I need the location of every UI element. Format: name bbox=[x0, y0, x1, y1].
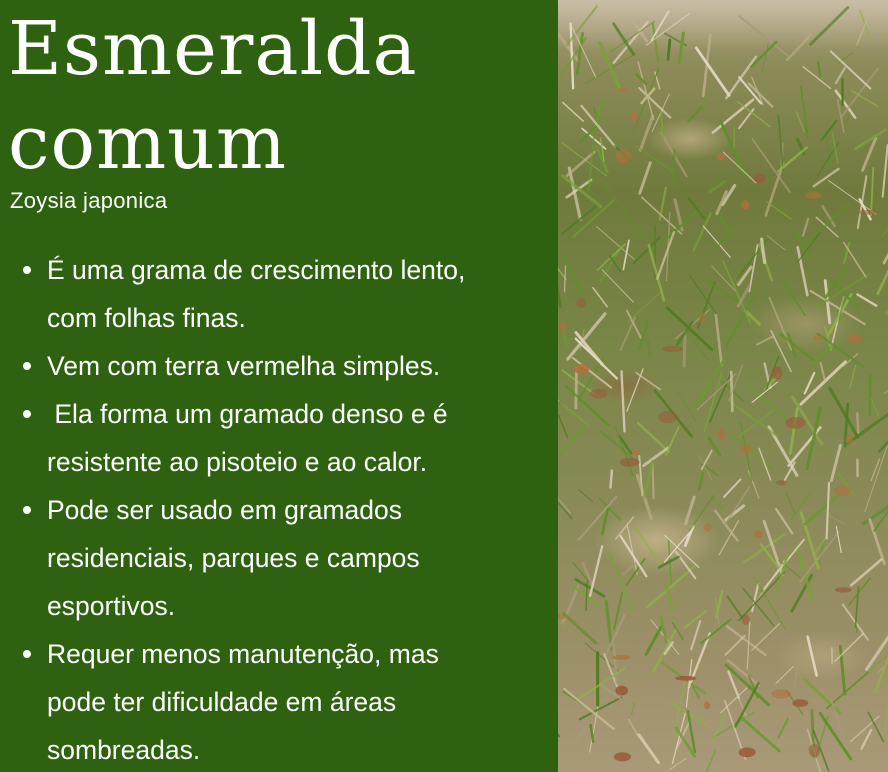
soil-speck bbox=[792, 699, 808, 707]
grass-blade bbox=[739, 267, 752, 284]
soil-speck bbox=[753, 530, 763, 538]
grass-blade bbox=[830, 389, 858, 438]
grass-blade bbox=[581, 125, 599, 141]
grass-blade bbox=[884, 360, 888, 394]
grass-blade bbox=[580, 698, 622, 720]
grass-blade bbox=[867, 618, 888, 670]
grass-blade bbox=[645, 461, 653, 496]
soil-speck bbox=[576, 298, 586, 309]
grass-blade bbox=[822, 121, 836, 140]
grass-blade bbox=[862, 730, 872, 749]
grass-blade bbox=[691, 621, 700, 649]
grass-blade bbox=[782, 280, 805, 316]
grass-blade bbox=[685, 611, 707, 628]
grass-blade bbox=[600, 43, 620, 89]
grass-blade bbox=[776, 667, 793, 684]
grass-blade bbox=[810, 8, 847, 45]
grass-blade bbox=[629, 720, 638, 737]
bullet-icon bbox=[23, 362, 31, 370]
grass-blade bbox=[723, 152, 756, 183]
grass-blade bbox=[622, 371, 625, 431]
soil-speck bbox=[739, 747, 756, 757]
grass-blade bbox=[868, 713, 883, 742]
bullet-icon bbox=[23, 410, 31, 418]
grass-blade bbox=[794, 657, 800, 687]
grass-blade bbox=[829, 181, 876, 215]
grass-blade bbox=[627, 369, 643, 411]
grass-blade bbox=[883, 223, 888, 236]
grass-blade bbox=[757, 336, 774, 344]
grass-blades-illustration bbox=[558, 0, 888, 772]
grass-blade bbox=[686, 497, 695, 524]
grass-blade bbox=[801, 86, 808, 138]
feature-item bbox=[0, 630, 556, 772]
grass-blade bbox=[661, 617, 666, 641]
soil-speck bbox=[617, 88, 629, 92]
soil-speck bbox=[662, 346, 683, 353]
grass-blade bbox=[636, 146, 673, 172]
grass-blade bbox=[844, 113, 850, 128]
grass-blade bbox=[674, 150, 675, 185]
soil-speck bbox=[771, 689, 791, 698]
soil-speck bbox=[633, 449, 640, 456]
grass-blade bbox=[655, 72, 660, 89]
soil-speck bbox=[620, 458, 640, 467]
grass-blade bbox=[798, 247, 808, 295]
grass-blade bbox=[659, 557, 678, 567]
grass-blade bbox=[640, 116, 652, 150]
grass-blade bbox=[752, 624, 780, 651]
soil-speck bbox=[809, 744, 821, 757]
grass-blade bbox=[666, 428, 678, 455]
grass-blade bbox=[803, 67, 831, 89]
grass-blade bbox=[606, 602, 611, 650]
feature-list bbox=[0, 246, 556, 772]
grass-blade bbox=[706, 750, 715, 772]
grass-blade bbox=[701, 620, 730, 643]
grass-blade bbox=[713, 714, 726, 742]
grass-blade bbox=[568, 314, 605, 359]
grass-blade bbox=[739, 410, 775, 437]
grass-blade bbox=[836, 527, 841, 553]
grass-blade bbox=[805, 680, 841, 713]
grass-blade bbox=[565, 266, 566, 292]
grass-blade bbox=[856, 129, 886, 148]
grass-blade bbox=[857, 12, 870, 45]
grass-blade bbox=[593, 288, 607, 307]
grass-blade bbox=[832, 133, 838, 163]
soil-speck bbox=[833, 485, 851, 496]
grass-blade bbox=[564, 257, 583, 295]
feature-item bbox=[0, 390, 556, 486]
grass-blade bbox=[820, 713, 851, 759]
grass-blade bbox=[563, 176, 601, 207]
grass-blade bbox=[699, 473, 703, 489]
soil-speck bbox=[558, 323, 566, 330]
grass-blade bbox=[813, 345, 833, 365]
soil-speck bbox=[614, 752, 631, 761]
grass-blade bbox=[678, 392, 696, 422]
grass-blade bbox=[563, 331, 567, 346]
feature-text: Vem com terra vermelha simples. bbox=[47, 351, 441, 381]
grass-blade bbox=[644, 448, 668, 466]
soil-speck bbox=[776, 480, 787, 486]
grass-blade bbox=[752, 584, 758, 611]
grass-blade bbox=[591, 725, 594, 741]
grass-blade bbox=[736, 683, 759, 726]
grass-blade bbox=[611, 471, 612, 488]
grass-blade bbox=[669, 759, 686, 770]
grass-blade bbox=[805, 495, 839, 524]
soil-speck bbox=[717, 153, 725, 160]
grass-blade bbox=[633, 69, 658, 133]
grass-blade bbox=[602, 270, 633, 302]
grass-blade bbox=[748, 385, 777, 410]
soil-speck bbox=[835, 587, 852, 592]
grass-blade bbox=[703, 226, 730, 257]
grass-blade bbox=[739, 572, 784, 620]
scientific-name: Zoysia japonica bbox=[10, 188, 168, 213]
grass-blade bbox=[779, 719, 788, 738]
grass-blade bbox=[844, 243, 866, 277]
soil-speck bbox=[698, 312, 706, 324]
bullet-icon bbox=[23, 266, 31, 274]
grass-blade bbox=[796, 111, 804, 132]
grass-blade bbox=[762, 44, 768, 74]
grass-blade bbox=[728, 596, 742, 617]
grass-blade bbox=[850, 365, 856, 388]
grass-blade bbox=[679, 33, 683, 63]
grass-blade bbox=[860, 10, 872, 41]
soil-speck bbox=[813, 336, 824, 341]
grass-blade bbox=[638, 423, 669, 452]
grass-blade bbox=[871, 168, 873, 215]
grass-blade bbox=[578, 490, 592, 502]
grass-blade bbox=[747, 622, 750, 669]
soil-speck bbox=[658, 411, 677, 424]
grass-blade bbox=[590, 546, 602, 596]
soil-speck bbox=[615, 686, 628, 696]
soil-speck bbox=[612, 655, 630, 660]
soil-speck bbox=[742, 614, 750, 625]
grass-blade bbox=[563, 103, 583, 122]
grass-blade bbox=[648, 342, 650, 357]
soil-speck bbox=[753, 173, 765, 183]
grass-blade bbox=[841, 69, 878, 117]
soil-speck bbox=[846, 436, 854, 445]
grass-blade bbox=[632, 703, 635, 715]
grass-blade bbox=[668, 40, 670, 60]
feature-item bbox=[0, 486, 556, 630]
grass-blade bbox=[827, 672, 868, 708]
grass-blade bbox=[634, 238, 660, 264]
grass-blade bbox=[629, 293, 660, 321]
grass-blade bbox=[827, 483, 829, 539]
bullet-icon bbox=[23, 506, 31, 514]
grass-blade bbox=[787, 34, 811, 59]
grass-blade bbox=[858, 295, 877, 306]
grass-blade bbox=[600, 498, 621, 520]
soil-speck bbox=[786, 417, 806, 429]
grass-blade bbox=[821, 363, 825, 381]
grass-blade bbox=[699, 455, 712, 480]
grass-blade bbox=[716, 315, 722, 365]
grass-blade bbox=[801, 362, 845, 404]
grass-blade bbox=[884, 680, 888, 737]
grass-blade bbox=[646, 627, 661, 654]
grass-blade bbox=[884, 230, 888, 263]
grass-blade bbox=[649, 245, 664, 300]
soil-speck bbox=[741, 200, 750, 209]
grass-blade bbox=[883, 145, 888, 197]
grass-blade bbox=[636, 373, 660, 390]
grass-blade bbox=[872, 399, 881, 422]
grass-blade bbox=[864, 493, 888, 524]
title-line-1: Esmeralda bbox=[8, 6, 418, 92]
grass-blade bbox=[689, 107, 702, 121]
grass-blade bbox=[616, 517, 633, 539]
grass-blade bbox=[800, 532, 839, 582]
grass-blade bbox=[710, 182, 725, 192]
grass-blade bbox=[576, 368, 577, 408]
grass-blade bbox=[781, 334, 814, 360]
soil-speck bbox=[704, 702, 710, 709]
grass-blade bbox=[697, 374, 736, 410]
grass-blade bbox=[805, 373, 815, 394]
soil-speck bbox=[574, 364, 589, 374]
grass-blade bbox=[808, 637, 817, 676]
grass-blade bbox=[734, 127, 735, 146]
grass-blade bbox=[565, 724, 588, 759]
grass-blade bbox=[771, 331, 791, 371]
feature-item bbox=[0, 342, 556, 390]
grass-blade bbox=[790, 409, 797, 454]
grass-blade bbox=[831, 516, 845, 524]
grass-blade bbox=[738, 287, 749, 306]
feature-text: Requer menos manutenção, mas pode ter dificuldade em áreas sombreadas. bbox=[47, 639, 439, 765]
grass-blade bbox=[558, 711, 559, 736]
grass-blade bbox=[769, 298, 791, 350]
grass-blade bbox=[814, 169, 839, 186]
feature-text: Ela forma um gramado denso e é resistente ao pisoteio e ao calor. bbox=[47, 399, 448, 477]
grass-blade bbox=[727, 626, 765, 654]
grass-blade bbox=[558, 275, 560, 307]
grass-blade bbox=[563, 613, 596, 643]
grass-blade bbox=[684, 332, 685, 366]
grass-blade bbox=[640, 163, 651, 194]
grass-blade bbox=[726, 636, 745, 655]
grass-blade bbox=[639, 735, 659, 763]
grass-blade bbox=[767, 236, 785, 250]
grass-blade bbox=[696, 48, 729, 96]
grass-blade bbox=[726, 665, 769, 705]
grass-blade bbox=[786, 493, 794, 513]
soil-speck bbox=[858, 210, 877, 215]
bullet-icon bbox=[23, 650, 31, 658]
grass-blade bbox=[818, 63, 820, 78]
grass-blade bbox=[653, 464, 654, 498]
soil-speck bbox=[718, 429, 724, 439]
grass-blade bbox=[571, 24, 574, 89]
grass-blade bbox=[767, 202, 791, 219]
grass-blade bbox=[849, 578, 870, 605]
soil-speck bbox=[630, 111, 638, 121]
soil-speck bbox=[806, 192, 822, 200]
grass-blade bbox=[558, 415, 567, 437]
grass-blade bbox=[776, 509, 792, 533]
soil-speck bbox=[704, 523, 711, 532]
grass-blade bbox=[803, 219, 808, 236]
grass-blade bbox=[600, 431, 633, 459]
title-line-2: comum bbox=[8, 100, 287, 186]
grass-photo bbox=[558, 0, 888, 772]
feature-text: É uma grama de crescimento lento, com folhas finas. bbox=[47, 255, 466, 333]
grass-blade bbox=[857, 413, 858, 433]
grass-blade bbox=[851, 559, 881, 585]
soil-speck bbox=[772, 367, 782, 380]
grass-blade bbox=[878, 265, 888, 294]
feature-item bbox=[0, 246, 556, 342]
grass-blade bbox=[690, 276, 716, 313]
soil-speck bbox=[675, 676, 697, 681]
page-title bbox=[8, 2, 418, 190]
grass-blade bbox=[871, 459, 879, 481]
grass-blade bbox=[742, 718, 779, 751]
grass-blade bbox=[636, 529, 659, 563]
soil-speck bbox=[615, 150, 631, 163]
grass-blade bbox=[610, 21, 654, 52]
grass-blade bbox=[739, 16, 788, 56]
grass-blade bbox=[702, 451, 712, 469]
grass-blade bbox=[851, 717, 879, 742]
soil-speck bbox=[590, 389, 607, 399]
grass-blade bbox=[865, 446, 887, 512]
soil-speck bbox=[847, 334, 862, 342]
grass-blade bbox=[578, 497, 616, 540]
feature-text: Pode ser usado em gramados residenciais, parques e campos esportivos. bbox=[47, 495, 420, 621]
soil-speck bbox=[739, 445, 751, 453]
grass-blade bbox=[724, 479, 740, 497]
